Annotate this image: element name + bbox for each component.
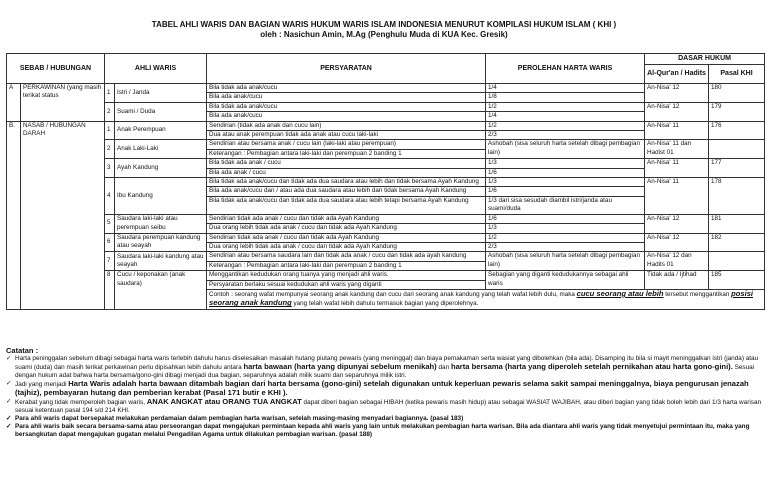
share: Ashobah (sisa seluruh harta setelah dibagi pembagian lain) xyxy=(486,140,645,159)
heir-number: 5 xyxy=(105,214,115,233)
heir-name: Ayah Kandung xyxy=(115,159,207,178)
document-title: TABEL AHLI WARIS DAN BAGIAN WARIS HUKUM WARIS ISLAM INDONESIA MENURUT KOMPILASI HUKUM ISLAM ( KHI ) xyxy=(151,20,617,29)
heir-number: 2 xyxy=(105,140,115,159)
header-pasal-khi: Pasal KHI xyxy=(709,65,765,84)
share: Ashobah (sisa seluruh harta setelah dibagi pembagian lain) xyxy=(486,252,645,271)
note-text: Kerabat yang tidak memperoleh bagian waris, xyxy=(15,399,147,406)
dalil: An-Nisa' 12 xyxy=(645,233,709,252)
condition-note: Keterangan : Pembagian antara laki-laki dan perempuan 2 banding 1 xyxy=(207,149,486,158)
example-text: yang telah wafat lebih dahulu termasuk bagian yang diperolehnya. xyxy=(291,300,479,308)
check-icon: ✓ xyxy=(6,423,12,430)
note-emphasis: harta bawaan (harta yang dipunyai sebelum menikah) xyxy=(243,362,437,371)
share: 1/3 xyxy=(486,159,645,168)
pasal: 176 xyxy=(709,121,765,140)
note-text: Para ahli waris dapat bersepakat melakukan perdamaian dalam pembagian harta warisan, setelah masing-masing menyadari bagiannya. (pasal 183) xyxy=(15,415,464,422)
condition: Bila ada anak/cucu dan / atau ada dua saudara atau lebih dan tidak bersama Ayah Kandung xyxy=(207,187,486,196)
share: 1/2 xyxy=(486,233,645,242)
header-sebab: SEBAB / HUBUNGAN xyxy=(7,54,105,84)
header-quran-hadits: Al-Qur'an / Hadits xyxy=(645,65,709,84)
dalil: An-Nisa' 11 dan Hadist 01 xyxy=(645,140,709,159)
heir-number: 7 xyxy=(105,252,115,271)
dalil: An-Nisa' 11 xyxy=(645,121,709,140)
example-text: tersebut menggantikan xyxy=(663,290,732,298)
table-row xyxy=(7,214,765,223)
heir-name: Anak Laki-Laki xyxy=(115,140,207,159)
group-letter-b: B. xyxy=(7,121,21,309)
condition: Bila ada anak/cucu xyxy=(207,112,486,121)
dalil: An-Nisa' 12 xyxy=(645,214,709,233)
table-row xyxy=(7,121,765,130)
heir-name: Istri / Janda xyxy=(115,84,207,103)
share: 1/8 xyxy=(486,93,645,102)
condition: Persyaratan berlaku sesuai kedudukan ahli waris yang diganti xyxy=(207,280,486,289)
dalil: An-Nisa' 11 xyxy=(645,178,709,215)
heir-number: 1 xyxy=(105,121,115,140)
heir-number: 3 xyxy=(105,159,115,178)
condition: Bila tidak ada anak/cucu xyxy=(207,102,486,111)
table-row xyxy=(7,271,765,280)
condition: Sendirian tidak ada anak / cucu dan tidak ada Ayah Kandung xyxy=(207,214,486,223)
condition: Dua orang lebih tidak ada anak / cucu dan tidak ada Ayah Kandung xyxy=(207,224,486,233)
condition: Bila ada anak/cucu xyxy=(207,93,486,102)
dalil: An-Nisa' 12 xyxy=(645,84,709,103)
header-persyaratan: PERSYARATAN xyxy=(207,54,486,84)
table-row xyxy=(7,102,765,111)
heir-name: Saudara perempuan kandung atau seayah xyxy=(115,233,207,252)
note-item xyxy=(6,380,764,398)
notes-title: Catatan : xyxy=(6,346,39,355)
pasal: 185 xyxy=(709,271,765,290)
heir-number: 2 xyxy=(105,102,115,121)
note-emphasis: Harta Waris adalah harta bawaan ditambah bagian dari harta bersama (gono-gini) setelah digunakan untuk keperluan pewaris selama sakit sampai meninggalnya, biaya pengurusan jenazah (tajhiz), pembayaran hutang dan pemberian kerabat (Pasal 171 butir e KHI ). xyxy=(15,379,749,397)
heir-name: Saudara laki-laki kandung atau seayah xyxy=(115,252,207,271)
table-row xyxy=(7,159,765,168)
share: 1/6 xyxy=(486,187,645,196)
condition: Sendirian atau bersama saudara lain dan tidak ada anak / cucu dan tidak ada ayah kandung xyxy=(207,252,486,261)
share: Sebagian yang diganti kedudukannya sebagai ahli waris xyxy=(486,271,645,290)
share: 1/3 xyxy=(486,224,645,233)
note-text: dan xyxy=(436,364,451,371)
table-row xyxy=(7,252,765,261)
share: 1/4 xyxy=(486,112,645,121)
check-icon: ✓ xyxy=(6,415,12,422)
condition-note: Keterangan : Pembagian antara laki-laki dan perempuan 2 banding 1 xyxy=(207,261,486,270)
share: 1/2 xyxy=(486,102,645,111)
condition: Dua atau anak perempuan tidak ada anak atau cucu laki-laki xyxy=(207,131,486,140)
note-text: Para ahli waris baik secara bersama-sama atau perseorangan dapat mengajukan permintaan kepada ahli waris yang lain untuk melakukan pembagian harta warisan. Bila ada diantara ahli waris yang tidak menyetujui permintaan itu, maka yang bersangkutan dapat mengajukan gugatan melalui Pengadilan Agama untuk dilakukan pembagian warisan. (pasal 188) xyxy=(15,423,750,438)
pasal xyxy=(709,140,765,159)
example-note xyxy=(207,289,765,309)
pasal: 178 xyxy=(709,178,765,215)
share: 1/3 dari sisa sesudah diambil istri/janda atau suami/duda xyxy=(486,196,645,214)
share: 1/6 xyxy=(486,214,645,223)
share: 1/2 xyxy=(486,121,645,130)
note-emphasis: ANAK ANGKAT atau ORANG TUA ANGKAT xyxy=(146,397,302,406)
pasal: 181 xyxy=(709,214,765,233)
pasal: 179 xyxy=(709,102,765,121)
share: 1/4 xyxy=(486,84,645,93)
heir-name: Anak Perempuan xyxy=(115,121,207,140)
share: 2/3 xyxy=(486,242,645,251)
note-item xyxy=(6,355,764,380)
note-item xyxy=(6,398,764,415)
heir-name: Saudara laki-laki atau perempuan seibu xyxy=(115,214,207,233)
heir-number: 8 xyxy=(105,271,115,310)
document-subtitle: oleh : Nasichun Amin, M.Ag (Penghulu Muda di KUA Kec. Gresik) xyxy=(260,30,508,39)
group-perkawinan: PERKAWINAN (yang masih terikat status xyxy=(21,84,105,122)
heir-name: Suami / Duda xyxy=(115,102,207,121)
dalil: An-Nisa' 12 dan Hadits 01 xyxy=(645,252,709,271)
pasal: 182 xyxy=(709,233,765,252)
inheritance-table xyxy=(6,53,765,310)
table-row xyxy=(7,84,765,93)
share: 2/3 xyxy=(486,131,645,140)
pasal xyxy=(709,252,765,271)
check-icon: ✓ xyxy=(6,380,12,387)
heir-name: Cucu / keponakan (anak saudara) xyxy=(115,271,207,310)
condition: Sendirian (tidak ada anak dan cucu lain) xyxy=(207,121,486,130)
header-dasar-hukum: DASAR HUKUM xyxy=(645,54,765,65)
heir-number: 4 xyxy=(105,178,115,215)
note-text: Sesuai dengan hukum adat bahwa harta bersama/gono-gini dibagi menjadi dua bagian, separuhnya adalah milik suami dan separuhnya milik istri. xyxy=(15,364,755,379)
group-nasab: NASAB / HUBUNGAN DARAH xyxy=(21,121,105,309)
document-header xyxy=(0,20,768,40)
condition: Bila ada anak / cucu xyxy=(207,168,486,177)
check-icon: ✓ xyxy=(6,398,12,405)
condition: Menggantikan kedudukan orang tuanya yang menjadi ahli waris. xyxy=(207,271,486,280)
note-emphasis: harta bersama (harta yang diperoleh setelah pernikahan atau harta gono-gini). xyxy=(450,362,733,371)
condition: Dua orang lebih tidak ada anak / cucu dan tidak ada Ayah Kandung xyxy=(207,242,486,251)
notes-section xyxy=(6,347,764,439)
condition: Bila tidak ada anak/cucu xyxy=(207,84,486,93)
condition: Sendirian atau bersama anak / cucu lain (laki-laki atau perempuan) xyxy=(207,140,486,149)
condition: Bila tidak ada anak/cucu dan tidak ada dua saudara atau lebih tetapi bersama Ayah Kandung xyxy=(207,196,486,214)
condition: Bila tidak ada anak / cucu xyxy=(207,159,486,168)
header-ahli-waris: AHLI WARIS xyxy=(105,54,207,84)
table-row xyxy=(7,178,765,187)
dalil: An-Nisa' 11 xyxy=(645,159,709,178)
example-text: Contoh : seorang wafat mempunyai seorang anak kandung dan cucu dari seorang anak kandung yang telah wafat lebih dulu, maka xyxy=(209,290,577,298)
heir-name: Ibu Kandung xyxy=(115,178,207,215)
example-emphasis: cucu seorang atau lebih xyxy=(576,289,664,298)
share: 1/6 xyxy=(486,168,645,177)
condition: Sendirian tidak ada anak / cucu dan tidak ada Ayah Kandung xyxy=(207,233,486,242)
note-item xyxy=(6,415,764,423)
note-text: Jadi yang menjadi xyxy=(15,381,69,388)
table-row xyxy=(7,233,765,242)
heir-number: 1 xyxy=(105,84,115,103)
dalil: Tidak ada / Ijtihad xyxy=(645,271,709,290)
note-text: Harta peninggalan sebelum dibagi sebagai harta waris terlebih dahulu harus diselesaikan masalah hutang piutang pewaris (yang meninggal) dan biaya pemakaman serta wasiat yang dibolehkan (bila ada). Disamping itu bila si mayit meninggalkan istri (janda) atau suami (duda) dan masih terikat perkawinan perlu dipisahkan lebih dahulu antara xyxy=(15,355,759,371)
table-row xyxy=(7,140,765,149)
heir-number: 6 xyxy=(105,233,115,252)
pasal: 177 xyxy=(709,159,765,178)
example-emphasis: posisi seorang anak kandung xyxy=(209,289,754,308)
group-letter-a: A xyxy=(7,84,21,122)
pasal: 180 xyxy=(709,84,765,103)
note-text: dapat diberi bagian sebagai HIBAH (ketika pewaris masih hidup) atau sebagai WASIAT WAJIBAH, atau diberi bagian yang tidak boleh lebih dari 1/3 harta warisan sesuai ketentuan pasal 194 s/d 214 KHI. xyxy=(15,399,762,414)
note-item xyxy=(6,423,764,439)
share: 1/3 xyxy=(486,178,645,187)
dalil: An-Nisa' 12 xyxy=(645,102,709,121)
header-perolehan: PEROLEHAN HARTA WARIS xyxy=(486,54,645,84)
check-icon: ✓ xyxy=(6,355,12,362)
condition: Bila tidak ada anak/cucu dan tidak ada dua saudara atau lebih dan tidak bersama Ayah Kandung xyxy=(207,178,486,187)
